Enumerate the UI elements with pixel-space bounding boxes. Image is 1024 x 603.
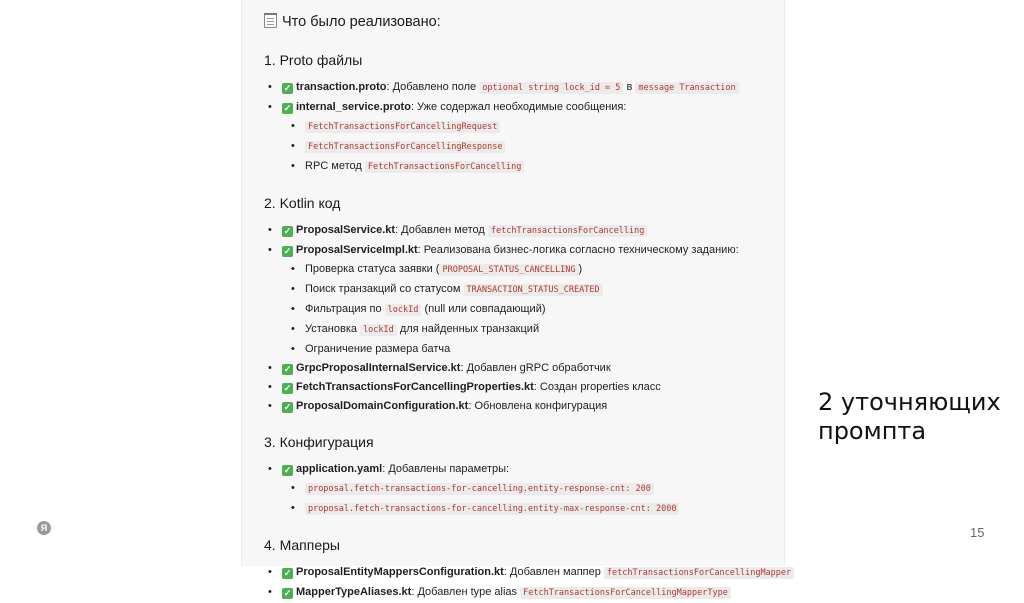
item-text: : Добавлен type alias [411,586,521,598]
list-item [264,378,776,397]
list-item [264,359,776,378]
inline-code: FetchTransactionsForCancellingMapperType [520,587,731,599]
inline-code: FetchTransactionsForCancellingResponse [305,141,505,153]
check-mark-icon: ✓ [283,83,292,93]
item-text: : Добавлен метод [395,224,488,236]
sub-item-text: (null или совпадающий) [421,303,546,315]
inline-code: message Transaction [635,82,738,94]
inline-code: optional string lock_id = 5 [479,82,623,94]
check-mark-icon: ✓ [283,246,292,256]
list-item [264,460,776,519]
file-name: application.yaml [296,463,383,475]
list-item [264,98,776,177]
sub-list-item [264,479,776,499]
file-name: ProposalEntityMappersConfiguration.kt [296,566,504,578]
check-mark-icon: ✓ [283,568,292,578]
list-item [264,78,776,98]
item-text: : Добавлено поле [386,81,480,93]
file-name: FetchTransactionsForCancellingProperties.kt [296,381,534,393]
sub-list-item [264,300,776,320]
item-text: в [623,81,636,93]
item-list [264,460,776,519]
check-mark-icon: ✓ [283,383,292,393]
item-text: : Уже содержал необходимые сообщения: [410,101,627,113]
sub-list [264,260,776,359]
sub-item-text: Установка [305,323,361,335]
side-note [818,388,1001,446]
sub-list-item [264,157,776,177]
notepad-icon [264,14,277,28]
inline-code: lockId [385,304,422,316]
section-heading: 4. Мапперы [264,537,340,553]
check-mark-icon: ✓ [283,402,292,412]
sub-list-item [264,117,776,137]
item-text: : Реализована бизнес-логика согласно техническому заданию: [417,244,739,256]
inline-code: PROPOSAL_STATUS_CANCELLING [439,264,578,276]
inline-code: FetchTransactionsForCancelling [365,161,525,173]
document-content [264,10,792,603]
sub-item-text: RPC метод [305,160,365,172]
sub-list-item [264,137,776,157]
section-4 [264,533,792,603]
check-mark-icon: ✓ [283,465,292,475]
sub-list [264,479,776,519]
file-name: ProposalService.kt [296,224,396,236]
inline-code: TRANSACTION_STATUS_CREATED [464,284,603,296]
sub-item-text: для найденных транзакций [396,323,540,335]
list-item [264,241,776,359]
file-name: GrpcProposalInternalService.kt [296,362,461,374]
file-name: MapperTypeAliases.kt [296,586,412,598]
side-note-line-2: промпта [818,417,927,445]
file-name: ProposalServiceImpl.kt [296,244,418,256]
sub-list-item [264,280,776,300]
page-title-text: Что было реализовано: [282,14,441,30]
file-name: ProposalDomainConfiguration.kt [296,400,469,412]
yandex-logo: Я [37,521,51,535]
check-mark-icon: ✓ [283,588,292,598]
page-title [264,10,776,34]
file-name: transaction.proto [296,81,387,93]
section-heading: 2. Kotlin код [264,195,341,211]
check-mark-icon: ✓ [283,103,292,113]
list-item [264,221,776,241]
item-list [264,78,776,177]
section-1 [264,48,776,177]
sub-item-text: Проверка статуса заявки ( [305,263,440,275]
sub-list-item [264,320,776,340]
check-mark-icon: ✓ [283,226,292,236]
sub-item-text: Поиск транзакций со статусом [305,283,464,295]
sub-list [264,117,776,177]
item-text: : Добавлен gRPC обработчик [460,362,611,374]
sub-list-item [264,499,776,519]
section-heading: 1. Proto файлы [264,52,363,68]
document-panel [241,0,792,598]
inline-code: FetchTransactionsForCancellingRequest [305,121,500,133]
section-2 [264,191,776,416]
item-list [264,221,776,416]
item-text: : Добавлен маппер [503,566,604,578]
item-text: : Добавлены параметры: [382,463,510,475]
inline-code: fetchTransactionsForCancelling [488,225,648,237]
sub-item-text: Фильтрация по [305,303,385,315]
inline-code: fetchTransactionsForCancellingMapper [604,567,794,579]
item-text: : Создан properties класс [533,381,661,393]
item-text: : Обновлена конфигурация [468,400,608,412]
sub-list-item [264,260,776,280]
side-note-line-1: 2 уточняющих [818,388,1001,416]
section-heading: 3. Конфигурация [264,434,374,450]
file-name: internal_service.proto [296,101,411,113]
inline-code: proposal.fetch-transactions-for-cancelling.entity-response-cnt: 200 [305,483,654,495]
list-item [264,583,776,603]
page-number: 15 [970,525,985,540]
sub-list-item [264,340,776,359]
inline-code: proposal.fetch-transactions-for-cancelling.entity-max-response-cnt: 2000 [305,503,679,515]
check-mark-icon: ✓ [283,364,292,374]
sub-item-text: ) [578,263,583,275]
list-item [264,563,792,583]
section-3 [264,430,776,519]
inline-code: lockId [360,324,397,336]
item-list [264,563,792,603]
sub-item-text: Ограничение размера батча [305,343,451,355]
list-item [264,397,776,416]
